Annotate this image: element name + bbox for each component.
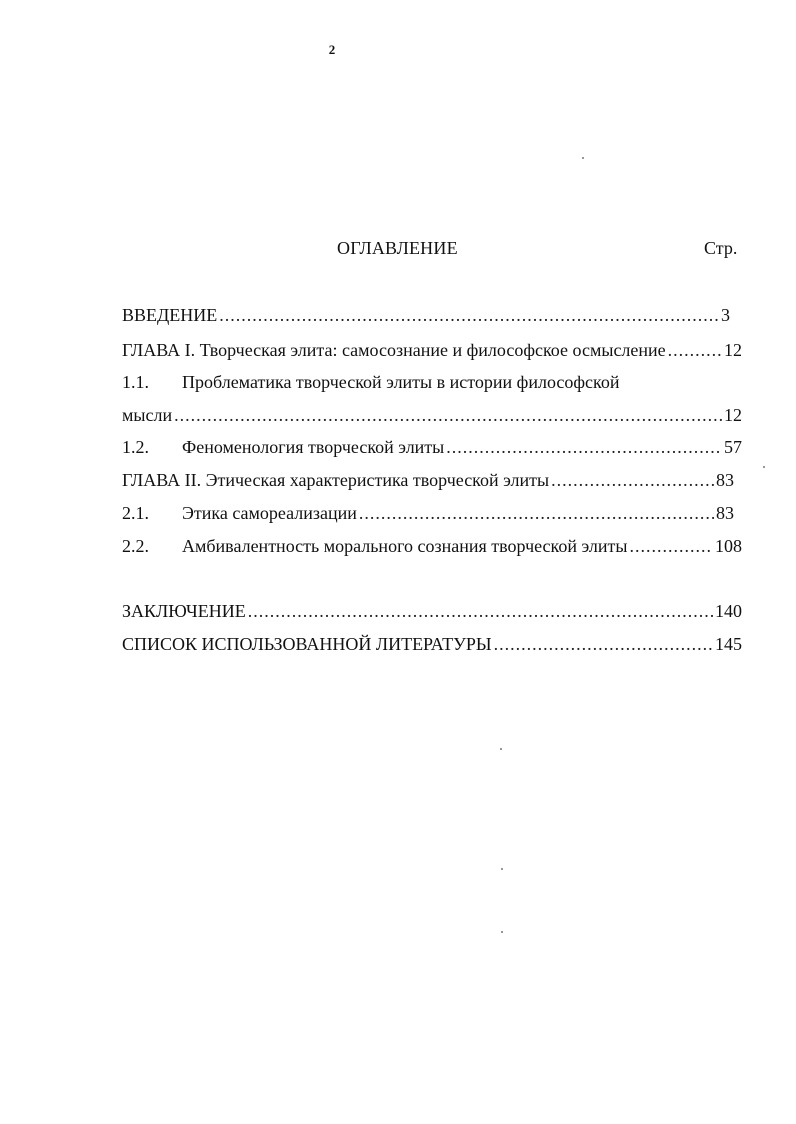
toc-entry-section-1-2[interactable] [122,434,742,460]
toc-entry-bibliography[interactable] [122,631,742,657]
scan-speck [501,931,503,933]
toc-entry-conclusion[interactable] [122,598,742,624]
toc-entry-page: 140 [715,601,742,621]
toc-entry-page: 57 [724,437,742,457]
toc-entry-page: 145 [715,634,742,654]
toc-entry-text: ГЛАВА II. Этическая характеристика творческой элиты [122,470,550,490]
page-column-label: Стр. [704,238,738,258]
scan-speck [763,466,765,468]
dot-leader [219,302,719,328]
toc-entry-page: 12 [724,340,742,360]
scan-speck [500,748,502,750]
toc-entry-text: ЗАКЛЮЧЕНИЕ [122,601,246,621]
toc-entry-text: Феноменология творческой элиты [182,437,445,457]
toc-entry-section-2-1[interactable] [122,500,734,526]
toc-entry-number: 1.1. [122,372,149,392]
dot-leader [668,337,722,363]
dot-leader [446,434,722,460]
dot-leader [248,598,713,624]
toc-entry-text: ГЛАВА I. Творческая элита: самосознание и философское осмысление [122,340,666,360]
toc-entry-text: Амбивалентность морального сознания творческой элиты [182,536,628,556]
toc-entry-page: 108 [715,536,742,556]
dot-leader [359,500,714,526]
toc-entry-section-2-2[interactable] [122,533,742,559]
toc-entry-page: 3 [721,305,730,325]
page-number: 2 [328,42,336,57]
toc-entry-section-1-1[interactable] [122,369,742,395]
toc-entry-page: 12 [724,405,742,425]
toc-title: ОГЛАВЛЕНИЕ [337,238,458,258]
toc-entry-text: Этика самореализации [182,503,357,523]
toc-entry-section-1-1-continued[interactable] [122,402,742,428]
toc-entry-text: Проблематика творческой элиты в истории философской [182,372,620,392]
dot-leader [551,467,714,493]
toc-entry-page: 83 [716,470,734,490]
toc-entry-number: 1.2. [122,437,149,457]
toc-entry-text: СПИСОК ИСПОЛЬЗОВАННОЙ ЛИТЕРАТУРЫ [122,634,492,654]
toc-entry-page: 83 [716,503,734,523]
dot-leader [629,533,713,559]
dot-leader [494,631,713,657]
toc-entry-text: ВВЕДЕНИЕ [122,305,218,325]
toc-entry-chapter-1[interactable] [122,337,742,363]
toc-entry-introduction[interactable] [122,302,730,328]
toc-entry-number: 2.2. [122,536,149,556]
toc-entry-text: мысли [122,405,173,425]
dot-leader [174,402,722,428]
scan-speck [501,868,503,870]
scan-speck [582,157,584,159]
toc-entry-chapter-2[interactable] [122,467,734,493]
toc-entry-number: 2.1. [122,503,149,523]
